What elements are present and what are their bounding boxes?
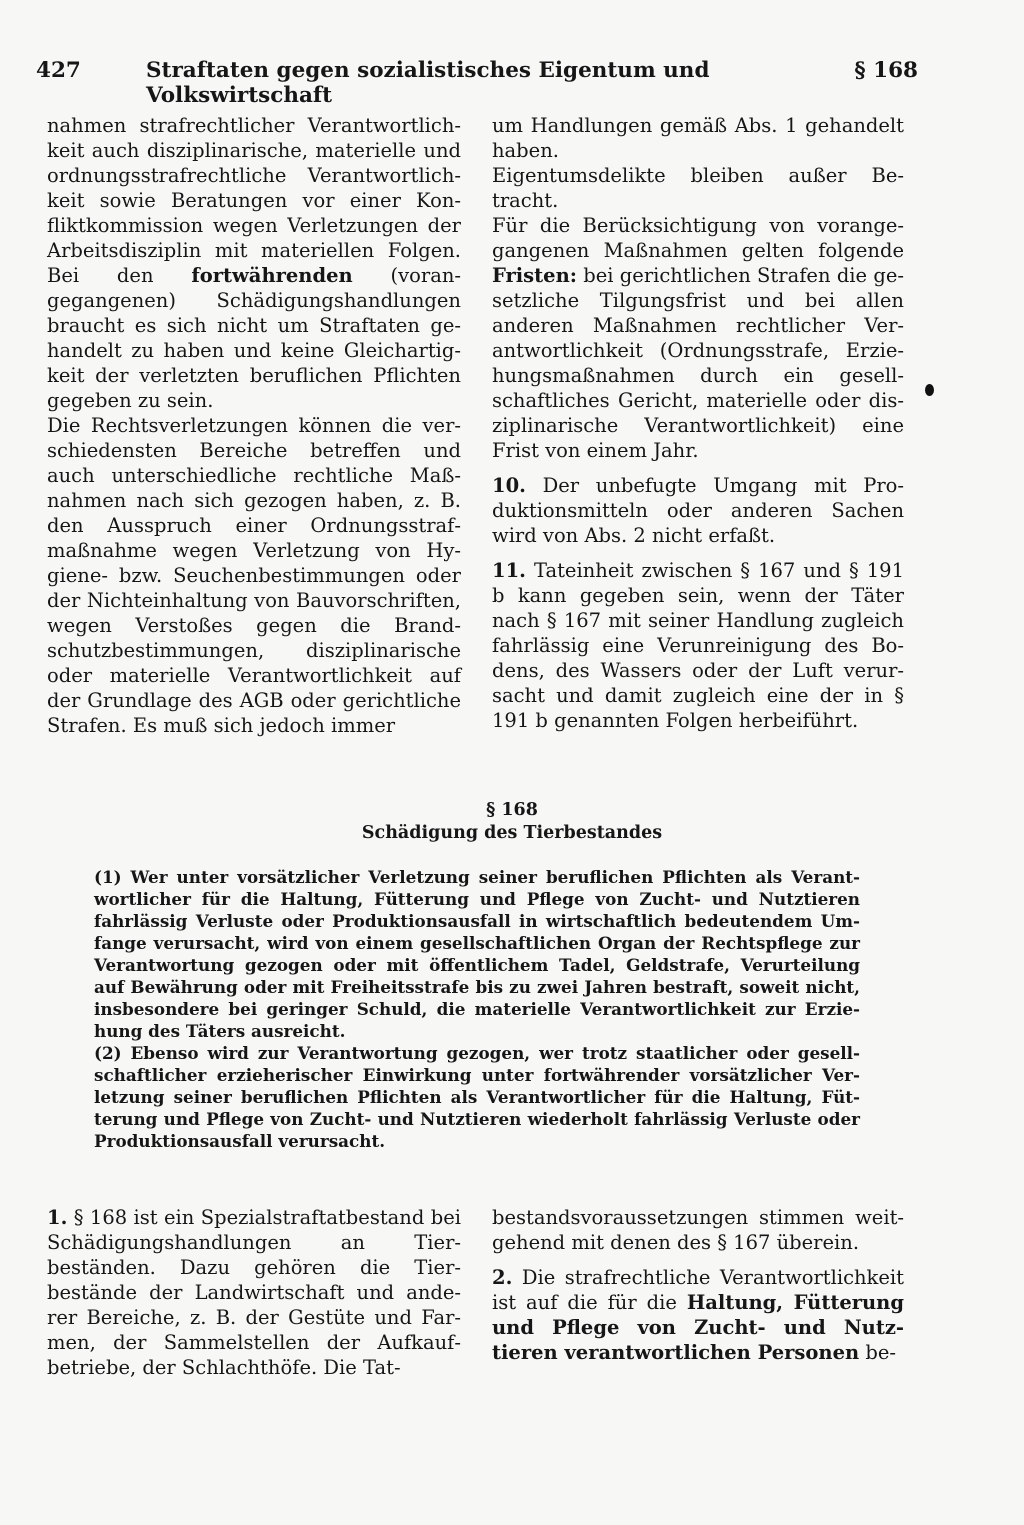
commentary-column-left-bottom (47, 1205, 461, 1380)
section-title: Schädigung des Tierbestandes (361, 823, 663, 843)
paragraph: Die Rechtsverletzungen können die verschiedensten Bereiche betreffen und auch unterschiedliche rechtliche Maßnahmen nach sich gezogen haben, z. B. den Ausspruch einer Ordnungsstrafmaßnahme wegen Verletzung von Hygiene- bzw. Seuchenbestimmungen oder der Nichteinhaltung von Bauvorschriften, wegen Verstoßes gegen die Brandschutzbestimmungen, disziplinarische oder materielle Verantwortlichkeit auf der Grundlage des AGB oder gerichtliche Strafen. Es muß sich jedoch immer (47, 414, 461, 737)
commentary-column-right-bottom (492, 1205, 904, 1365)
statute-paragraph-2: (2) Ebenso wird zur Verantwortung gezogen, wer trotz staatlicher oder gesellschaftlicher erzieherischer Einwirkung unter fortwährender vorsätzlicher Verletzung seiner beruflichen Pflichten als Verantwortlicher für die Haltung, Fütterung und Pflege von Zucht- und Nutztieren wiederholt fahrlässig Verluste oder Produktionsausfall verursacht. (94, 1043, 860, 1151)
numbered-paragraph: 10. Der unbefugte Umgang mit Produktionsmitteln oder anderen Sachen wird von Abs. 2 nicht erfaßt. (492, 474, 904, 547)
paragraph-number: 11. (492, 559, 526, 582)
bold-term: Fristen: (492, 264, 577, 287)
section-number: § 168 (486, 800, 538, 820)
numbered-paragraph: 1. § 168 ist ein Spezialstraftatbestand bei Schädigungshandlungen an Tierbeständen. Dazu gehören die Tierbestände der Landwirtschaft und anderer Bereiche, z. B. der Gestüte und Farmen, der Sammelstellen der Aufkaufbetriebe, der Schlachthöfe. Die Tat- (47, 1206, 461, 1379)
running-header (36, 58, 918, 108)
paragraph-number: 10. (492, 474, 526, 497)
page-number: 427 (36, 58, 81, 83)
bold-term: fortwährenden (191, 264, 353, 287)
numbered-paragraph: 11. Tateinheit zwischen § 167 und § 191 b kann gegeben sein, wenn der Täter nach § 167 mit seiner Handlung zugleich fahrlässig eine Verunreinigung des Bodens, des Wassers oder der Luft verursacht und damit zugleich eine der in § 191 b genannten Folgen herbeiführt. (492, 559, 904, 732)
header-title: Straftaten gegen sozialistisches Eigentum und Volkswirtschaft (146, 58, 710, 108)
paragraph: Eigentumsdelikte bleiben außer Betracht. (492, 164, 904, 212)
paragraph: um Handlungen gemäß Abs. 1 gehandelt haben. (492, 114, 904, 162)
commentary-column-left-top (47, 113, 461, 738)
paragraph: bestandsvoraussetzungen stimmen weitgehend mit denen des § 167 überein. (492, 1206, 904, 1254)
paragraph: nahmen strafrechtlicher Verantwortlichkeit auch disziplinarische, materielle und ordnungsstrafrechtliche Verantwortlichkeit sowie Beratungen vor einer Konfliktkommission wegen Verletzungen der Arbeitsdisziplin mit materiellen Folgen. Bei den fortwährenden (vorangegangenen) Schädigungshandlungen braucht es sich nicht um Straftaten gehandelt zu haben und keine Gleichartigkeit der verletzten beruflichen Pflichten gegeben zu sein. (47, 114, 461, 412)
paragraph: Für die Berücksichtigung von vorangegangenen Maßnahmen gelten folgende Fristen: bei gerichtlichen Strafen die gesetzliche Tilgungsfrist und bei allen anderen Maßnahmen rechtlicher Verantwortlichkeit (Ordnungsstrafe, Erziehungsmaßnahmen durch ein gesellschaftliches Gericht, materielle oder disziplinarische Verantwortlichkeit) eine Frist von einem Jahr. (492, 214, 904, 462)
paragraph-number: 1. (47, 1206, 68, 1229)
statute-text (94, 866, 860, 1152)
statute-paragraph-1: (1) Wer unter vorsätzlicher Verletzung seiner beruflichen Pflichten als Verantwortlicher für die Haltung, Fütterung und Pflege von Zucht- und Nutztieren fahrlässig Verluste oder Produktionsausfall in wirtschaftlich bedeutendem Umfange verursacht, wird von einem gesellschaftlichen Organ der Rechtspflege zur Verantwortung gezogen oder mit öffentlichem Tadel, Geldstrafe, Verurteilung auf Bewährung oder mit Freiheitsstrafe bis zu zwei Jahren bestraft, soweit nicht, insbesondere bei geringer Schuld, die materielle Verantwortlichkeit zur Erziehung des Täters ausreicht. (94, 867, 860, 1041)
header-section: § 168 (854, 58, 918, 83)
numbered-paragraph: 2. Die strafrechtliche Verantwortlichkeit ist auf die für die Haltung, Fütterung und Pflege von Zucht- und Nutztieren verantwortlichen Personen be- (492, 1266, 904, 1364)
margin-mark (925, 384, 934, 396)
paragraph-number: 2. (492, 1266, 513, 1289)
commentary-column-right-top (492, 113, 904, 733)
bold-term: Haltung, Fütterung und Pflege von Zucht- und Nutztieren verantwortlichen Personen (492, 1291, 904, 1364)
